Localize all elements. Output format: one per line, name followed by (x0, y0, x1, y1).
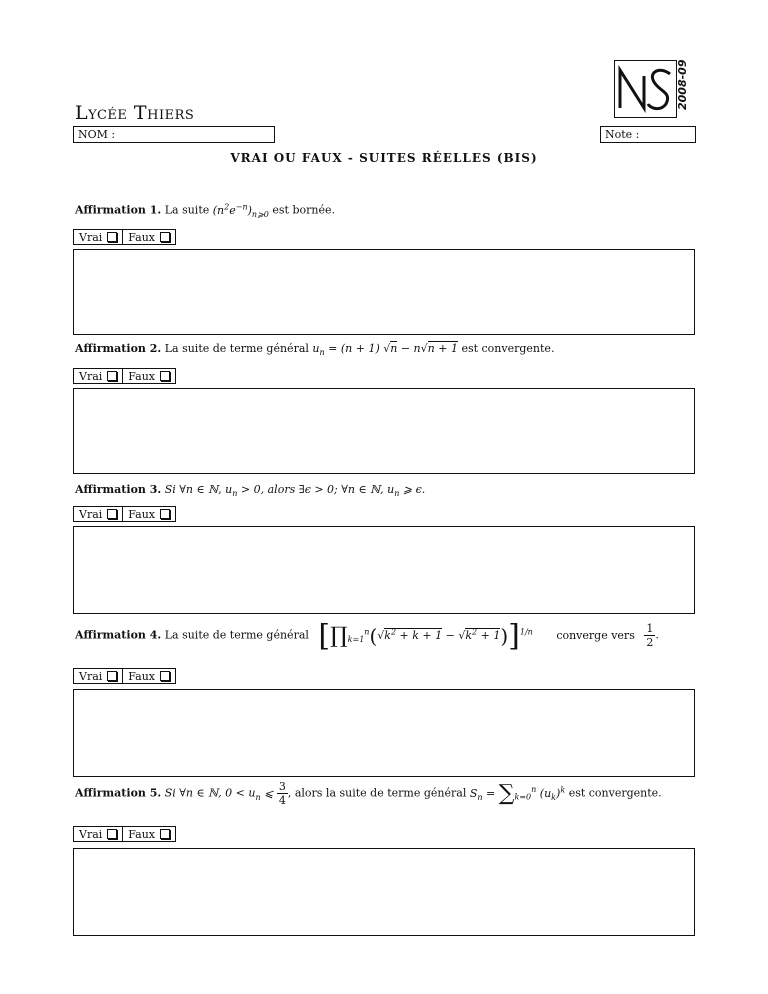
answer-box-2[interactable] (73, 388, 695, 474)
page-title: VRAI OU FAUX - SUITES RÉELLES (BIS) (230, 151, 538, 165)
affirmation-2: Affirmation 2. La suite de terme général $u_n = (n + 1) √n - n√n + 1$ est convergente. (75, 342, 555, 358)
checkbox-icon (107, 671, 117, 681)
checkbox-icon (160, 829, 170, 839)
choice-row-4 (73, 668, 176, 684)
faux-option[interactable]: Faux (122, 669, 175, 683)
affirmation-label: Affirmation 1. (75, 203, 162, 217)
affirmation-text: La suite de terme général (164, 628, 309, 642)
choice-row-5 (73, 826, 176, 842)
faux-option[interactable]: Faux (122, 827, 175, 841)
nom-label: NOM : (78, 128, 116, 141)
affirmation-1: Affirmation 1. La suite $(n^2e^{-n})_{n⩾0}$ est bornée. (75, 202, 335, 219)
choice-row-3 (73, 506, 176, 522)
vrai-option[interactable]: Vrai (74, 230, 122, 244)
affirmation-label: Affirmation 5. (75, 786, 162, 800)
affirmation-text: Si ∀n ∈ ℕ, 0 < u (164, 786, 256, 800)
vrai-option[interactable]: Vrai (74, 507, 122, 521)
note-label: Note : (605, 128, 640, 141)
affirmation-text: est convergente. (568, 786, 662, 800)
nom-field[interactable] (73, 126, 275, 143)
affirmation-5: Affirmation 5. Si ∀n ∈ ℕ, $0 < u_n$ ⩽ $\frac{3}{4}$ , alors la suite de terme général $S_n = \sum_{k=0}^n$ $(u_k)^k$ est convergente. (75, 780, 662, 807)
affirmation-label: Affirmation 3. (75, 483, 162, 496)
affirmation-text: Si ∀n ∈ ℕ, u (164, 483, 233, 496)
faux-option[interactable]: Faux (122, 230, 175, 244)
checkbox-icon (160, 232, 170, 242)
year-label: 2008-09 (676, 60, 689, 110)
answer-box-3[interactable] (73, 526, 695, 614)
affirmation-4: Affirmation 4. La suite de terme général $[\prod_{k=1}^n(√k^2 + k + 1 - √k^2 + 1)]^{1/n}$ converge vers $\frac{1}{2}$ . (75, 618, 659, 653)
checkbox-icon (107, 232, 117, 242)
vrai-option[interactable]: Vrai (74, 827, 122, 841)
answer-box-1[interactable] (73, 249, 695, 335)
answer-box-5[interactable] (73, 848, 695, 936)
checkbox-icon (107, 371, 117, 381)
choice-row-1 (73, 229, 176, 245)
checkbox-icon (160, 509, 170, 519)
vrai-option[interactable]: Vrai (74, 369, 122, 383)
checkbox-icon (107, 509, 117, 519)
lycee-logo (614, 60, 690, 118)
affirmation-label: Affirmation 2. (75, 342, 162, 355)
faux-option[interactable]: Faux (122, 369, 175, 383)
vrai-option[interactable]: Vrai (74, 669, 122, 683)
affirmation-text: converge vers (556, 628, 635, 642)
affirmation-text: est convergente. (461, 342, 555, 355)
checkbox-icon (160, 371, 170, 381)
checkbox-icon (107, 829, 117, 839)
affirmation-label: Affirmation 4. (75, 628, 162, 642)
faux-option[interactable]: Faux (122, 507, 175, 521)
choice-row-2 (73, 368, 176, 384)
answer-box-4[interactable] (73, 689, 695, 777)
note-field[interactable] (600, 126, 696, 143)
affirmation-3: Affirmation 3. Si ∀n ∈ ℕ, $u_n > 0$, alors ∃ϵ > 0; ∀n ∈ ℕ, $u_n$ ⩾ ϵ. (75, 483, 426, 499)
affirmation-text: est bornée. (272, 203, 335, 217)
affirmation-text: La suite de terme général (164, 342, 309, 355)
school-name: Lycée Thiers (75, 102, 195, 124)
checkbox-icon (160, 671, 170, 681)
affirmation-text: La suite (164, 203, 210, 217)
